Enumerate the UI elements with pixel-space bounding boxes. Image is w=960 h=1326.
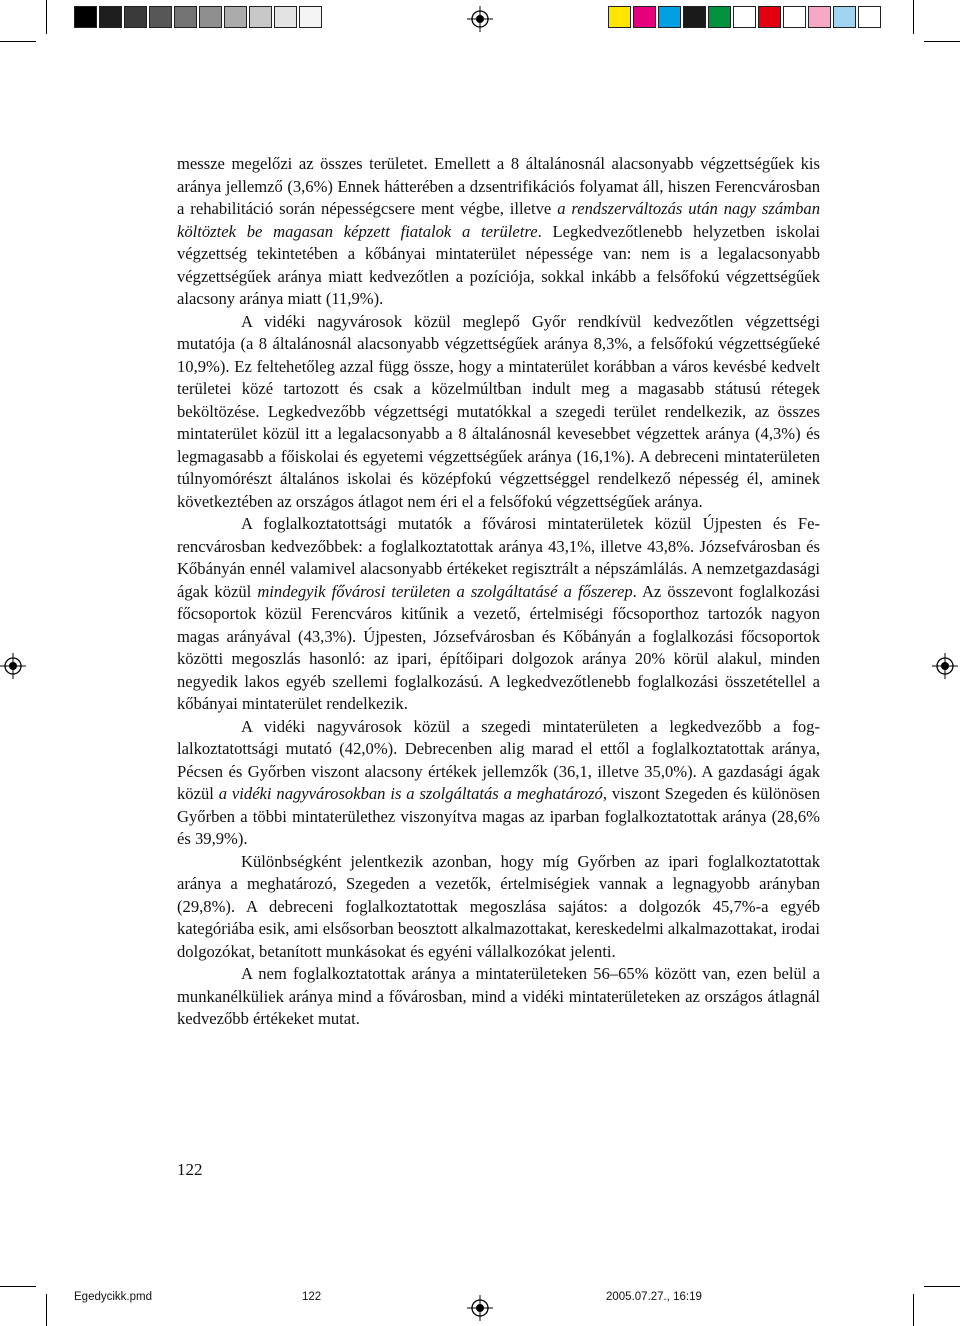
text-run: . Legkedvezőtlenebb helyzetben iskolai végzettség tekintetében a kőbányai mintaterület népessége van: nem is a legalacsonyabb végzettségűek aránya miatt kedvezőtlen a pozíciója, sokkal inkább a felsőfokú végzettségűek alacsony aránya miatt (11,9%).	[177, 221, 820, 308]
color-calibration-bar	[608, 6, 883, 28]
text-run: A foglalkoztatottsági mutatók a fővárosi mintaterületek közül Újpesten és Ferencvárosban kedvezőbbek: a foglalkoztatottak aránya 43,1%, illetve 43,8%. Józsefvárosban és Kőbányán ennél valamivel alacsonyabb értékeket regisztrált a népszámlálás. A nemzetgazdasági ágak közül	[177, 514, 820, 601]
calibration-swatch	[783, 6, 806, 28]
calibration-swatch	[249, 6, 272, 28]
text-run: A vidéki nagyvárosok közül meglepő Győr rendkívül kedvezőtlen végzettségi mutatója (a 8 általánosnál alacsonyabb végzettségűek aránya 8,3%, a felsőfokú végzettségűeké 10,9%). Ez feltehetőleg azzal függ össze, hogy a mintaterület korábban a város kevésbé kedvelt területei közé tartozott és csak a közelmúltban indult meg a magasabb státusú rétegek beköltözése. Legkedvezőbb végzettségi mutatókkal a szegedi terület rendelkezik, az összes mintaterület közül itt a legalacsonyabb a 8 általánosnál kevesebbet végzettek aránya (4,3%) és legmagasabb a főiskolai és egyetemi végzettségűek aránya (16,1%). A debreceni mintaterületen túlnyomórészt általános iskolai és középfokú végzettséggel rendelkező népesség él, aminek következtében az országos átlagot nem éri el a felsőfokú végzettségűek aránya.	[177, 311, 820, 511]
calibration-swatch	[274, 6, 297, 28]
text-run: , viszont Szegeden és különösen Győrben a többi mintaterülethez viszonyítva magas az iparban foglalkoztatottak aránya (28,6% és 39,9%).	[177, 784, 821, 848]
registration-mark-icon	[932, 653, 958, 679]
calibration-swatch	[633, 6, 656, 28]
registration-mark-icon	[0, 653, 26, 679]
body-text	[177, 153, 820, 1031]
text-run: messze megelőzi az összes területet. Emellett a 8 általánosnál alacsonyabb végzettségűek kis aránya jellemző (3,6%) Ennek hátterében a dzsentrifikációs folyamat áll, hiszen Ferencvárosban a rehabilitáció során népességcsere ment végbe, illetve	[177, 154, 820, 218]
footer-page: 122	[302, 1291, 322, 1303]
calibration-swatch	[74, 6, 97, 28]
calibration-swatch	[808, 6, 831, 28]
paragraph	[177, 513, 820, 716]
text-run: A vidéki nagyvárosok közül a szegedi mintaterületen a legkedvezőbb a foglalkoztatottsági mutató (42,0%). Debrecenben alig marad el ettől a foglalkoztatottak aránya, Pécsen és Győrben viszont alacsony értékek jellemzők (36,1, illetve 35,0%). A gazdasági ágak közül	[177, 716, 820, 803]
calibration-swatch	[224, 6, 247, 28]
text-run: A nem foglalkoztatottak aránya a mintaterületeken 56–65% között van, ezen belül a munkanélküliek aránya mind a fővárosban, mind a vidéki mintaterületeken az országos átlagnál kedvezőbb értékeket mutat.	[177, 964, 820, 1028]
page-number: 122	[177, 1160, 203, 1179]
calibration-swatch	[733, 6, 756, 28]
calibration-swatch	[758, 6, 781, 28]
calibration-swatch	[833, 6, 856, 28]
calibration-swatch	[608, 6, 631, 28]
footer-filename: Egedycikk.pmd	[74, 1291, 152, 1303]
text-run: Különbségként jelentkezik azonban, hogy míg Győrben az ipari foglalkoztatottak aránya a meghatározó, Szegeden a vezetők, értelmiségiek vannak a legnagyobb arányban (29,8%). A debreceni foglalkoztatottak megoszlása sajátos: a dolgozók 45,7%-a egyéb kategóriába esik, ami elsősorban beosztott alkalmazottakat, kereskedelmi alkalmazottakat, irodai dolgozókat, betanított munkásokat és egyéni vállalkozókat jelenti.	[177, 851, 820, 961]
calibration-swatch	[683, 6, 706, 28]
calibration-swatch	[149, 6, 172, 28]
paragraph	[177, 311, 820, 514]
grayscale-calibration-bar	[74, 6, 324, 28]
calibration-swatch	[299, 6, 322, 28]
paragraph	[177, 153, 820, 311]
italic-text: mindegyik fővárosi területen a szolgáltatásé a főszerep	[257, 581, 633, 601]
paragraph	[177, 963, 820, 1031]
calibration-swatch	[99, 6, 122, 28]
calibration-swatch	[174, 6, 197, 28]
calibration-swatch	[858, 6, 881, 28]
calibration-swatch	[708, 6, 731, 28]
registration-mark-icon	[467, 6, 493, 32]
calibration-swatch	[124, 6, 147, 28]
registration-mark-icon	[467, 1295, 493, 1321]
text-run: . Az összevont foglalkozási főcsoportok közül Ferencváros kitűnik a vezető, értelmiségi főcsoporthoz tartozók nagyon magas arányával (43,3%). Újpesten, Józsefvárosban és Kőbányán a foglalkozási főcsoportok közötti megoszlás hasonló: az ipari, építőipari dolgozok aránya 20% körül alakul, minden negyedik lakos egyéb szellemi foglalkozású. A legkedvezőtlenebb foglalkozási összetétellel a kőbányai mintaterület rendelkezik.	[177, 581, 820, 713]
calibration-swatch	[199, 6, 222, 28]
calibration-swatch	[658, 6, 681, 28]
paragraph	[177, 716, 820, 851]
italic-text: a rendszerváltozás után nagy számban költöztek be magasan képzett fiatalok a területre	[177, 199, 820, 241]
italic-text: a vidéki nagyvárosokban is a szolgáltatás a meghatározó	[218, 784, 603, 803]
paragraph	[177, 851, 820, 964]
footer-datetime: 2005.07.27., 16:19	[606, 1291, 702, 1303]
